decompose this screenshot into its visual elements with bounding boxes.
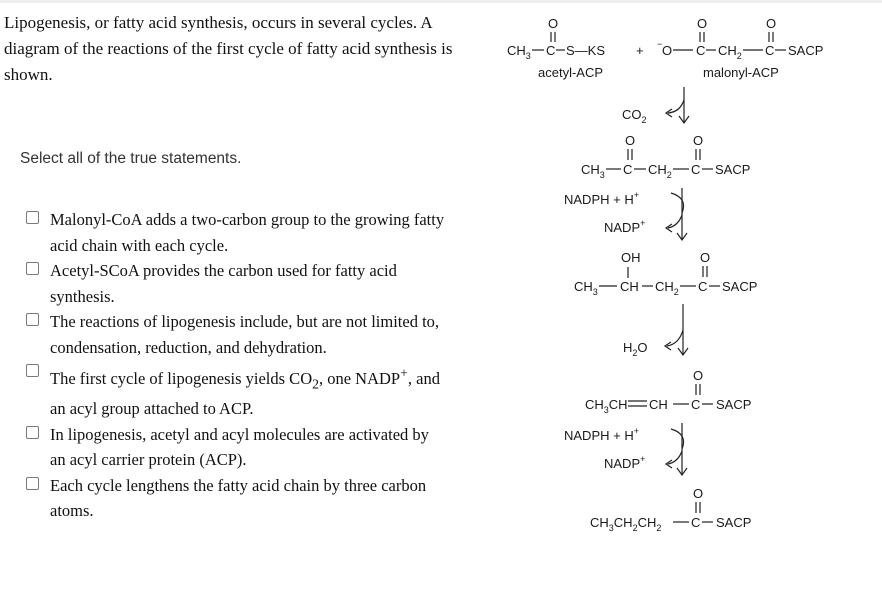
svg-text:CH2: $CH_2$ — [718, 43, 742, 61]
arrow-reduction-2 — [564, 423, 687, 475]
svg-text:CH2: $CH_2$ — [655, 279, 679, 297]
svg-text:OH: OH — [621, 250, 641, 265]
svg-text:CH3CH: $CH_3CH$ — [585, 397, 628, 415]
svg-text:CH: CH — [620, 279, 639, 294]
svg-text:C: C — [623, 162, 633, 177]
svg-text:CH: CH — [649, 397, 668, 412]
arrow-dehydration — [623, 304, 688, 358]
option-malonyl[interactable] — [26, 207, 446, 258]
svg-text:O: O — [699, 250, 711, 265]
option-reactions[interactable] — [26, 309, 446, 360]
hydroxybutyryl-acp-structure — [574, 250, 757, 297]
arrow-reduction-1 — [564, 188, 687, 240]
checkbox[interactable] — [26, 477, 39, 490]
checkbox[interactable] — [26, 211, 39, 224]
plus-sign: + — [636, 43, 644, 58]
question-intro: Lipogenesis, or fatty acid synthesis, occurs in several cycles. A diagram of the reactions of the first cycle of fatty acid synthesis is shown. — [4, 13, 453, 84]
checkbox[interactable] — [26, 426, 39, 439]
svg-text:SACP: SACP — [788, 43, 824, 58]
option-first-cycle[interactable] — [26, 360, 446, 422]
svg-text:NADP+: NADP+ — [604, 454, 646, 471]
option-acetyl[interactable] — [26, 258, 446, 309]
butyryl-acp-structure — [590, 486, 751, 533]
arrow-condensation — [622, 87, 689, 125]
answer-options — [26, 207, 446, 524]
svg-text:CH3: $CH_3$ — [581, 162, 605, 180]
svg-text:CO2: $CO_2$ — [622, 107, 647, 125]
svg-text:SACP: SACP — [716, 397, 752, 412]
svg-text:S—KS: S—KS — [566, 43, 606, 58]
svg-text:O: O — [765, 16, 777, 31]
checkbox[interactable] — [26, 364, 39, 377]
svg-text:CH2: $CH_2$ — [648, 162, 672, 180]
question-prompt: Select all of the true statements. — [20, 150, 242, 167]
checkbox[interactable] — [26, 262, 39, 275]
svg-text:C: C — [546, 43, 556, 58]
svg-text:O: O — [624, 133, 636, 148]
svg-text:O: O — [692, 486, 704, 501]
svg-text:C: C — [696, 43, 706, 58]
svg-text:C: C — [691, 162, 701, 177]
svg-text:NADPH + H+: NADPH + H+ — [564, 190, 639, 207]
malonyl-acp-label: malonyl-ACP — [703, 65, 779, 80]
acetyl-acp-label: acetyl-ACP — [538, 65, 604, 80]
svg-text:H2O: $H_2O$ — [623, 340, 648, 358]
svg-text:CH3: $CH_3$ — [507, 43, 531, 61]
option-three-carbons[interactable] — [26, 473, 446, 524]
svg-text:O: O — [547, 16, 559, 31]
svg-text:CH3: $CH_3$ — [574, 279, 598, 297]
option-text: Each cycle lengthens the fatty acid chain by three carbon atoms. — [50, 475, 427, 521]
svg-text:C: C — [691, 397, 701, 412]
option-text: In lipogenesis, acetyl and acyl molecules are activated by an acyl carrier protein (ACP). — [50, 424, 429, 470]
option-text: Acetyl-SCoA provides the carbon used for fatty acid synthesis. — [50, 261, 397, 306]
svg-text:NADP+: NADP+ — [604, 218, 646, 235]
svg-text:O: O — [692, 133, 704, 148]
svg-text:SACP: SACP — [722, 279, 758, 294]
malonyl-acp-structure — [657, 16, 823, 80]
option-text: Malonyl-CoA adds a two-carbon group to the growing fatty acid chain with each cycle. — [50, 210, 445, 255]
svg-text:−: − — [657, 39, 663, 49]
svg-text:O: O — [692, 368, 704, 383]
option-text: The reactions of lipogenesis include, but are not limited to, condensation, reduction, and dehydration. — [50, 312, 440, 357]
fatty-acid-synthesis-diagram — [490, 0, 882, 603]
svg-text:SACP: SACP — [715, 162, 751, 177]
option-acp[interactable] — [26, 422, 446, 473]
svg-text:NADPH + H+: NADPH + H+ — [564, 426, 639, 443]
svg-text:SACP: SACP — [716, 515, 752, 530]
svg-text:CH3CH2CH2: $CH_3CH_2CH_2$ — [590, 515, 662, 533]
acetoacetyl-acp-structure — [581, 133, 750, 180]
acetyl-acp-structure — [507, 16, 605, 80]
crotonyl-acp-structure — [585, 368, 751, 415]
svg-text:O: O — [696, 16, 708, 31]
checkbox[interactable] — [26, 313, 39, 326]
svg-text:O: O — [662, 43, 673, 58]
svg-text:C: C — [698, 279, 708, 294]
svg-text:C: C — [765, 43, 775, 58]
option-text: The first cycle of lipogenesis yields $CO_2$, one NADP+, and an acyl group attached to ACP. — [50, 365, 440, 419]
svg-text:C: C — [691, 515, 701, 530]
